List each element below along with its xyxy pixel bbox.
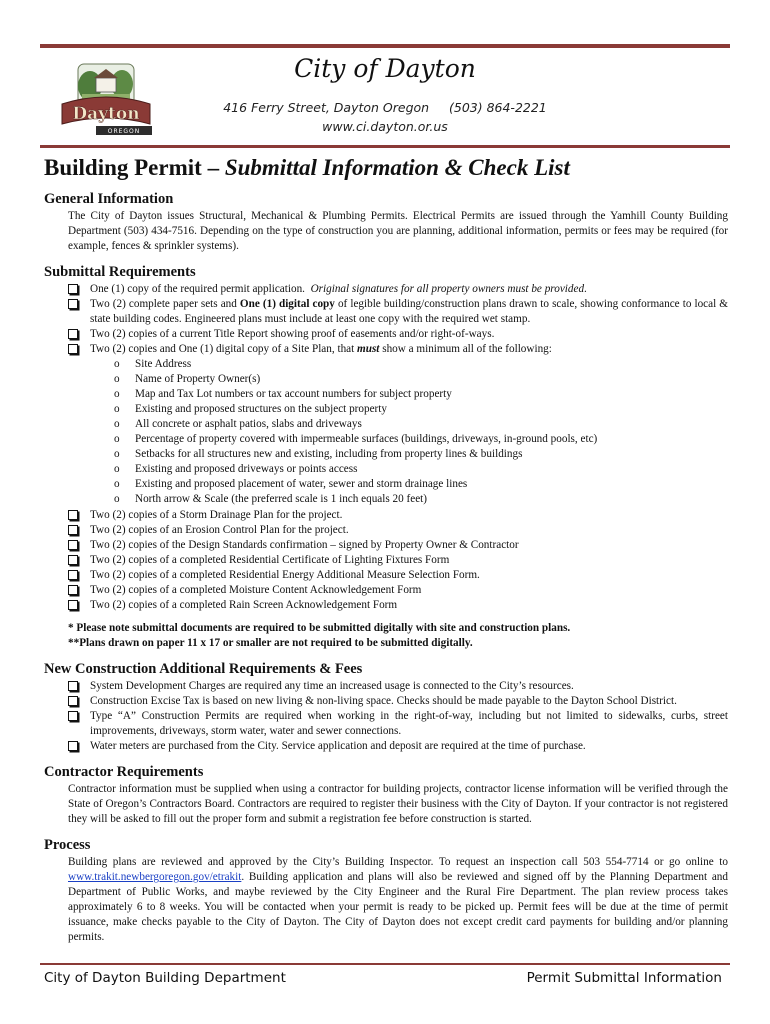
list-item: o Setbacks for all structures new and existing, including from property lines & buildings bbox=[114, 448, 523, 460]
checkbox-icon[interactable] bbox=[68, 696, 78, 706]
list-item: o Existing and proposed driveways or points access bbox=[114, 463, 358, 475]
etrakit-link[interactable]: www.trakit.newbergoregon.gov/etrakit bbox=[68, 871, 242, 883]
phone-number: (503) 864-2221 bbox=[448, 100, 547, 115]
general-heading: General Information bbox=[44, 191, 174, 207]
list-item: o All concrete or asphalt patios, slabs and driveways bbox=[114, 418, 362, 430]
general-section bbox=[44, 190, 728, 254]
submittal-checklist-more bbox=[44, 508, 728, 613]
list-item: o Existing and proposed placement of water, sewer and storm drainage lines bbox=[114, 478, 468, 490]
checkbox-icon[interactable] bbox=[68, 329, 78, 339]
document-body bbox=[44, 190, 728, 945]
digital-note bbox=[68, 621, 728, 651]
checkbox-icon[interactable] bbox=[68, 540, 78, 550]
address-line bbox=[200, 100, 570, 115]
contractor-section bbox=[44, 763, 728, 827]
checklist-item: Two (2) copies of the Design Standards confirmation – signed by Property Owner & Contractor bbox=[44, 538, 728, 553]
checklist-item: One (1) copy of the required permit application. Original signatures for all property owners must be provided. bbox=[44, 282, 728, 297]
bullet-circle-icon: o bbox=[114, 433, 120, 445]
general-text: The City of Dayton issues Structural, Mechanical & Plumbing Permits. Electrical Permits are issued through the Yamhill County Building Department (503) 434-7516. Depending on the type of construction you are planning, additional information, permits or fees may be required (for example, fences & sprinkler systems). bbox=[68, 210, 728, 252]
bullet-circle-icon: o bbox=[114, 478, 120, 490]
title-dash: – bbox=[201, 155, 225, 180]
title-italic: Submittal Information & Check List bbox=[224, 155, 570, 180]
bullet-circle-icon: o bbox=[114, 448, 120, 460]
submittal-checklist bbox=[44, 282, 728, 357]
footer-rule bbox=[40, 963, 730, 965]
checklist-item: Two (2) copies of a completed Residential Certificate of Lighting Fixtures Form bbox=[44, 553, 728, 568]
bullet-circle-icon: o bbox=[114, 388, 120, 400]
checklist-item: Two (2) copies of a current Title Report showing proof of easements and/or right-of-ways. bbox=[44, 327, 728, 342]
list-item: o Map and Tax Lot numbers or tax account numbers for subject property bbox=[114, 388, 452, 400]
checkbox-icon[interactable] bbox=[68, 600, 78, 610]
checkbox-icon[interactable] bbox=[68, 510, 78, 520]
new-construction-checklist bbox=[44, 679, 728, 754]
bullet-circle-icon: o bbox=[114, 493, 120, 505]
checkbox-icon[interactable] bbox=[68, 741, 78, 751]
submittal-heading: Submittal Requirements bbox=[44, 264, 196, 280]
checkbox-icon[interactable] bbox=[68, 681, 78, 691]
document-title bbox=[44, 155, 570, 181]
header-top-rule bbox=[40, 44, 730, 48]
checklist-item: Two (2) complete paper sets and One (1) digital copy of legible building/construction plans drawn to scale, showing conformance to local & state building codes. Engineered plans must include at least one copy with the required wet stamp. bbox=[44, 297, 728, 327]
list-item: o Percentage of property covered with impermeable surfaces (buildings, driveways, in-ground pools, etc) bbox=[114, 433, 598, 445]
checklist-item: Water meters are purchased from the City. Service application and deposit are required at the time of purchase. bbox=[44, 739, 728, 754]
bullet-circle-icon: o bbox=[114, 403, 120, 415]
checklist-item: Two (2) copies and One (1) digital copy of a Site Plan, that must show a minimum all of the following: bbox=[44, 342, 728, 357]
logo-subtext: OREGON bbox=[107, 128, 141, 135]
list-item: o Name of Property Owner(s) bbox=[114, 373, 261, 385]
checklist-item: Two (2) copies of a completed Residential Energy Additional Measure Selection Form. bbox=[44, 568, 728, 583]
note-digital-required: * Please note submittal documents are required to be submitted digitally with site and construction plans. bbox=[68, 622, 571, 634]
checkbox-icon[interactable] bbox=[68, 570, 78, 580]
process-section bbox=[44, 836, 728, 945]
street-address: 416 Ferry Street, Dayton Oregon bbox=[223, 100, 430, 115]
checklist-item: Two (2) copies of a completed Rain Screen Acknowledgement Form bbox=[44, 598, 728, 613]
checklist-item: Two (2) copies of a Storm Drainage Plan for the project. bbox=[44, 508, 728, 523]
note-small-plans: **Plans drawn on paper 11 x 17 or smaller are not required to be submitted digitally. bbox=[68, 637, 473, 649]
footer-department: City of Dayton Building Department bbox=[44, 970, 286, 986]
checkbox-icon[interactable] bbox=[68, 299, 78, 309]
contractor-heading: Contractor Requirements bbox=[44, 764, 204, 780]
title-main: Building Permit bbox=[44, 155, 202, 180]
checkbox-icon[interactable] bbox=[68, 585, 78, 595]
bullet-circle-icon: o bbox=[114, 418, 120, 430]
logo-wordmark: Dayton bbox=[72, 104, 140, 124]
submittal-section bbox=[44, 263, 728, 651]
bullet-circle-icon: o bbox=[114, 373, 120, 385]
site-plan-requirements bbox=[44, 357, 728, 507]
new-construction-heading: New Construction Additional Requirements & Fees bbox=[44, 661, 363, 677]
checkbox-icon[interactable] bbox=[68, 344, 78, 354]
footer-page-label: Permit Submittal Information bbox=[526, 970, 722, 986]
checklist-item: System Development Charges are required any time an increased usage is connected to the City’s resources. bbox=[44, 679, 728, 694]
checklist-item: Two (2) copies of an Erosion Control Plan for the project. bbox=[44, 523, 728, 538]
process-heading: Process bbox=[44, 837, 91, 853]
checklist-item: Two (2) copies of a completed Moisture Content Acknowledgement Form bbox=[44, 583, 728, 598]
list-item: o North arrow & Scale (the preferred scale is 1 inch equals 20 feet) bbox=[114, 493, 427, 505]
city-logo bbox=[56, 60, 156, 138]
checkbox-icon[interactable] bbox=[68, 284, 78, 294]
checklist-item: Construction Excise Tax is based on new living & non-living space. Checks should be made payable to the Dayton School District. bbox=[44, 694, 728, 709]
checkbox-icon[interactable] bbox=[68, 525, 78, 535]
checkbox-icon[interactable] bbox=[68, 711, 78, 721]
city-title: City of Dayton bbox=[294, 54, 476, 83]
website-url[interactable]: www.ci.dayton.or.us bbox=[322, 119, 448, 134]
list-item: o Site Address bbox=[114, 358, 192, 370]
contractor-text: Contractor information must be supplied when using a contractor for building projects, contractor license information will be verified through the State of Oregon’s Contractors Board. Contractors are required to register their business with the City of Dayton. If your contractor is not registered they will be asked to fill out the proper form and submit a registration fee before construction is started. bbox=[68, 783, 728, 825]
checkbox-icon[interactable] bbox=[68, 555, 78, 565]
list-item: o Existing and proposed structures on the subject property bbox=[114, 403, 387, 415]
new-construction-section bbox=[44, 660, 728, 754]
checklist-item: Type “A” Construction Permits are required when working in the right-of-way, including but not limited to sidewalks, curbs, street improvements, driveways, storm water, water and sewer connections. bbox=[44, 709, 728, 739]
bullet-circle-icon: o bbox=[114, 358, 120, 370]
bullet-circle-icon: o bbox=[114, 463, 120, 475]
process-text: Building plans are reviewed and approved by the City’s Building Inspector. To request an inspection call 503 554-7714 or go online to www.trakit.newbergoregon.gov/etrakit. Building application and plans will also be reviewed and signed off by the Planning Department and Department of Public Works, and maybe reviewed by the City Engineer and the Rural Fire Department. The plan review process takes approximately 6 to 8 weeks. You will be contacted when your permit is ready to be picked up. Permit fees will be due at the time of permit issuance, make checks payable to the City of Dayton. The City of Dayton does not except credit card payments for building and/or planning permits. bbox=[68, 856, 728, 943]
header-bottom-rule bbox=[40, 145, 730, 148]
